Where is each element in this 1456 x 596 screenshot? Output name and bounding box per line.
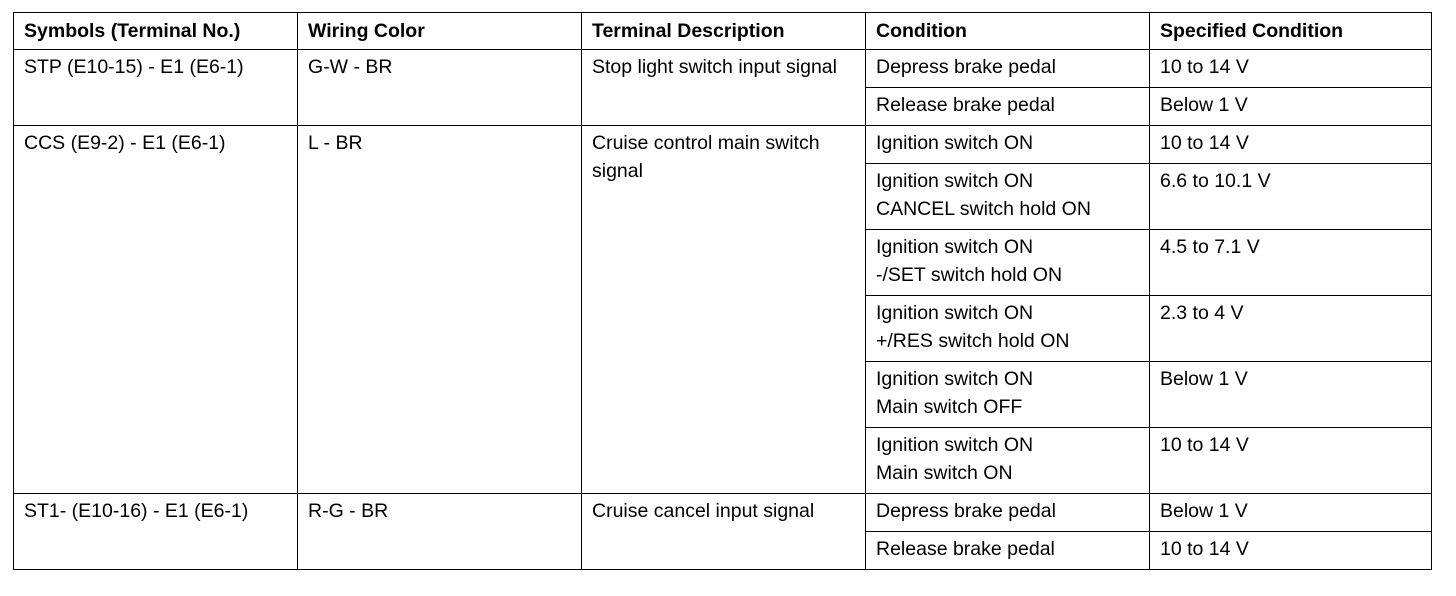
condition-cell: [866, 296, 1150, 362]
condition-line: Release brake pedal: [876, 538, 1055, 560]
condition-cell: [866, 164, 1150, 230]
condition-line: Ignition switch ON: [876, 236, 1034, 258]
specified-condition-cell: Below 1 V: [1150, 494, 1432, 532]
condition-line: Ignition switch ON: [876, 170, 1034, 192]
header-specified-condition: Specified Condition: [1150, 13, 1432, 50]
condition-cell: [866, 126, 1150, 164]
table-row: [14, 50, 1432, 88]
table-body: [14, 50, 1432, 570]
wiring-color-cell: G-W - BR: [298, 50, 582, 126]
condition-line: Main switch OFF: [876, 396, 1023, 418]
terminal-spec-table: [13, 12, 1432, 570]
specified-condition-cell: 4.5 to 7.1 V: [1150, 230, 1432, 296]
wiring-color-cell: R-G - BR: [298, 494, 582, 570]
table-row: [14, 494, 1432, 532]
header-terminal-description: Terminal Description: [582, 13, 866, 50]
specified-condition-cell: 10 to 14 V: [1150, 126, 1432, 164]
terminal-symbol-cell: ST1- (E10-16) - E1 (E6-1): [14, 494, 298, 570]
condition-cell: [866, 532, 1150, 570]
condition-line: Main switch ON: [876, 462, 1013, 484]
condition-line: Depress brake pedal: [876, 56, 1056, 78]
specified-condition-cell: 2.3 to 4 V: [1150, 296, 1432, 362]
specified-condition-cell: Below 1 V: [1150, 88, 1432, 126]
specified-condition-cell: 6.6 to 10.1 V: [1150, 164, 1432, 230]
specified-condition-cell: Below 1 V: [1150, 362, 1432, 428]
condition-line: CANCEL switch hold ON: [876, 198, 1091, 220]
specified-condition-cell: 10 to 14 V: [1150, 532, 1432, 570]
terminal-symbol-cell: STP (E10-15) - E1 (E6-1): [14, 50, 298, 126]
terminal-symbol-cell: CCS (E9-2) - E1 (E6-1): [14, 126, 298, 494]
condition-cell: [866, 362, 1150, 428]
condition-line: +/RES switch hold ON: [876, 330, 1070, 352]
wiring-color-cell: L - BR: [298, 126, 582, 494]
condition-line: Ignition switch ON: [876, 302, 1034, 324]
specified-condition-cell: 10 to 14 V: [1150, 50, 1432, 88]
condition-cell: [866, 428, 1150, 494]
condition-cell: [866, 88, 1150, 126]
header-row: [14, 13, 1432, 50]
condition-line: -/SET switch hold ON: [876, 264, 1063, 286]
condition-line: Ignition switch ON: [876, 132, 1034, 154]
terminal-description-cell: Stop light switch input signal: [582, 50, 866, 126]
header-wiring-color: Wiring Color: [298, 13, 582, 50]
condition-line: Ignition switch ON: [876, 434, 1034, 456]
terminal-description-cell: Cruise cancel input signal: [582, 494, 866, 570]
table-row: [14, 126, 1432, 164]
header-condition: Condition: [866, 13, 1150, 50]
condition-line: Depress brake pedal: [876, 500, 1056, 522]
condition-line: Ignition switch ON: [876, 368, 1034, 390]
condition-cell: [866, 50, 1150, 88]
specified-condition-cell: 10 to 14 V: [1150, 428, 1432, 494]
condition-line: Release brake pedal: [876, 94, 1055, 116]
condition-cell: [866, 230, 1150, 296]
condition-cell: [866, 494, 1150, 532]
header-symbols: Symbols (Terminal No.): [14, 13, 298, 50]
terminal-description-cell: Cruise control main switch signal: [582, 126, 866, 494]
table-header: [14, 13, 1432, 50]
